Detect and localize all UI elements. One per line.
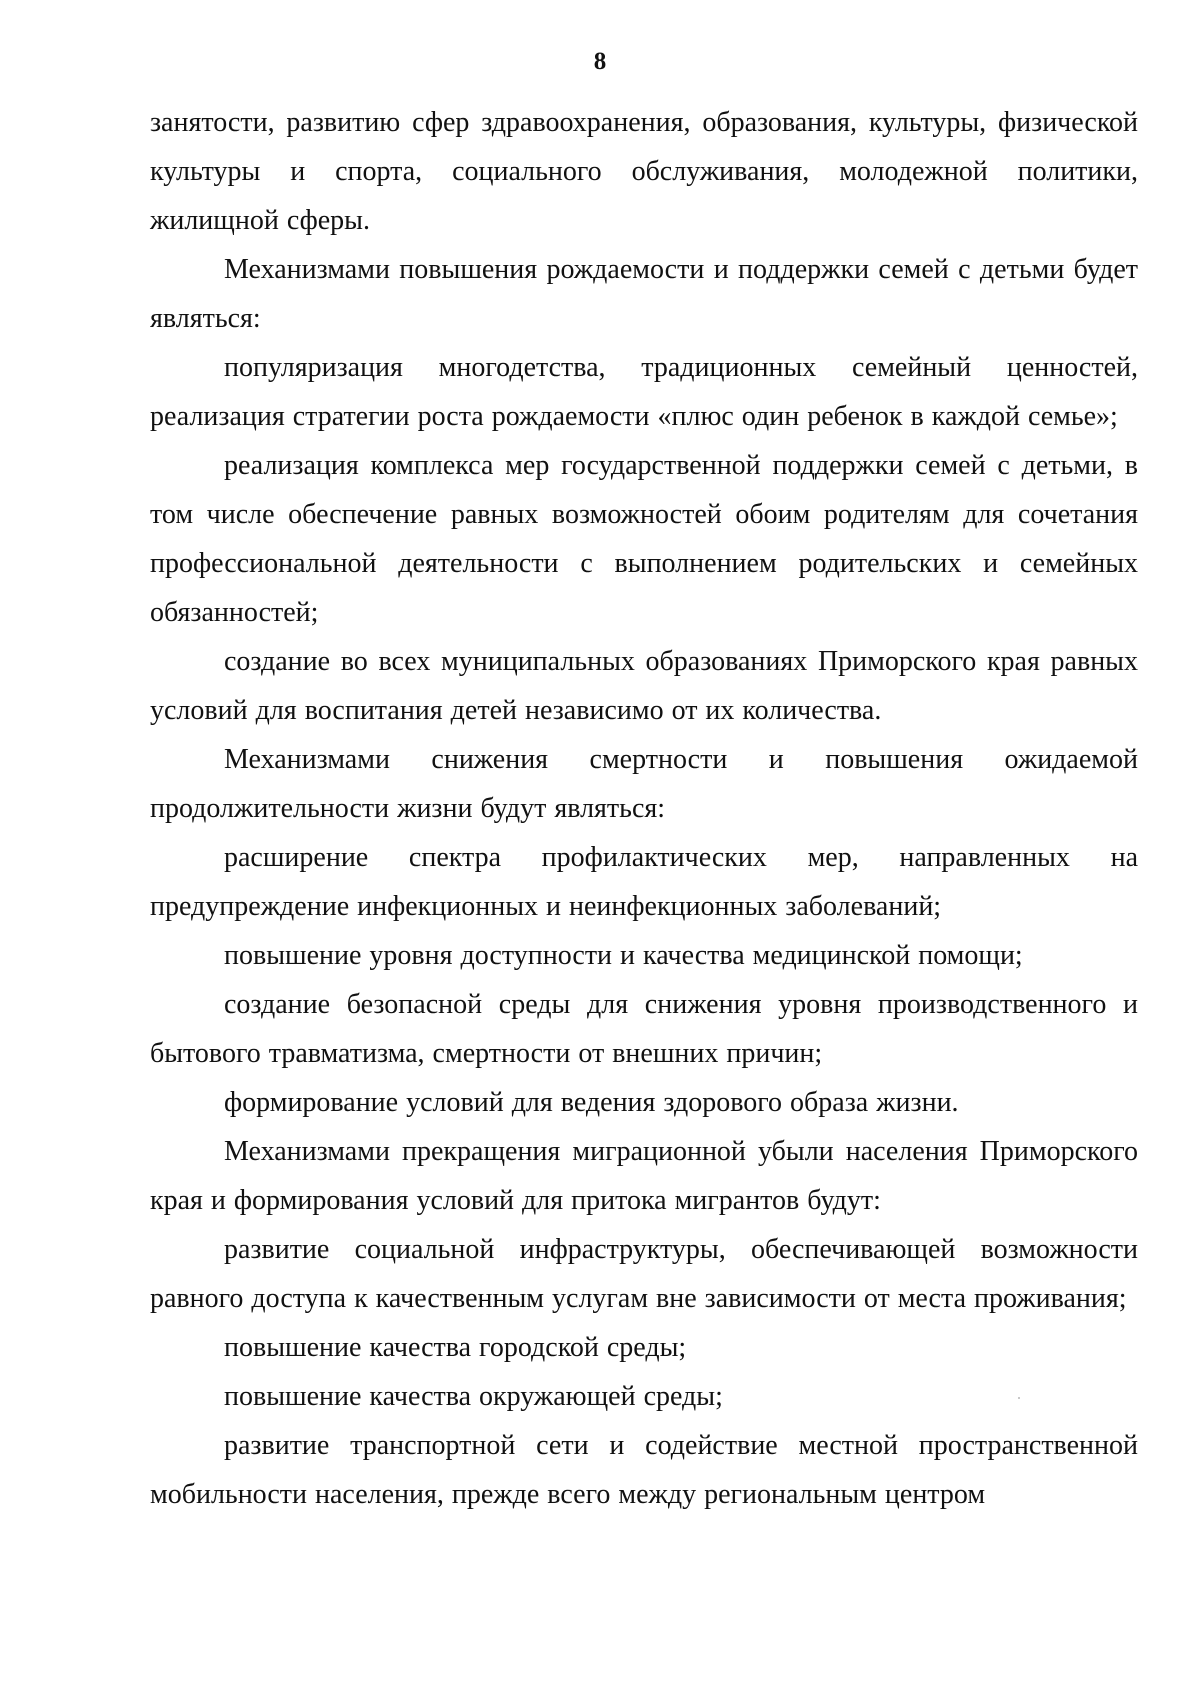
paragraph-14: повышение качества окружающей среды; (224, 1381, 723, 1412)
paragraph-15: развитие транспортной сети и содействие местной пространственной мобильности населения, прежде всего между региональным центром (150, 1430, 1138, 1510)
page-number: 8 (593, 48, 607, 75)
paragraph-13: повышение качества городской среды; (224, 1332, 687, 1363)
paragraph-11: Механизмами прекращения миграционной убыли населения Приморского края и формирования условий для притока мигрантов будут: (150, 1136, 1138, 1216)
paragraph-7: расширение спектра профилактических мер, направленных на предупреждение инфекционных и неинфекционных заболеваний; (150, 842, 1138, 922)
paragraph-1: занятости, развитию сфер здравоохранения, образования, культуры, физической культуры и спорта, социального обслуживания, молодежной политики, жилищной сферы. (150, 107, 1138, 236)
paragraph-3: популяризация многодетства, традиционных семейный ценностей, реализация стратегии роста рождаемости «плюс один ребенок в каждой семье»; (150, 352, 1138, 432)
paragraph-2: Механизмами повышения рождаемости и поддержки семей с детьми будет являться: (150, 254, 1138, 334)
paragraph-10: формирование условий для ведения здорового образа жизни. (224, 1087, 959, 1118)
paragraph-9: создание безопасной среды для снижения уровня производственного и бытового травматизма, смертности от внешних причин; (150, 989, 1138, 1069)
paragraph-12: развитие социальной инфраструктуры, обеспечивающей возможности равного доступа к качественным услугам вне зависимости от места проживания; (150, 1234, 1138, 1314)
scan-speck (1018, 1397, 1020, 1399)
paragraph-8: повышение уровня доступности и качества медицинской помощи; (224, 940, 1023, 971)
paragraph-5: создание во всех муниципальных образованиях Приморского края равных условий для воспитания детей независимо от их количества. (150, 646, 1138, 726)
paragraph-6: Механизмами снижения смертности и повышения ожидаемой продолжительности жизни будут являться: (150, 744, 1138, 824)
document-body (150, 98, 1138, 1519)
paragraph-4: реализация комплекса мер государственной поддержки семей с детьми, в том числе обеспечение равных возможностей обоим родителям для сочетания профессиональной деятельности с выполнением родительских и семейных обязанностей; (150, 450, 1138, 628)
